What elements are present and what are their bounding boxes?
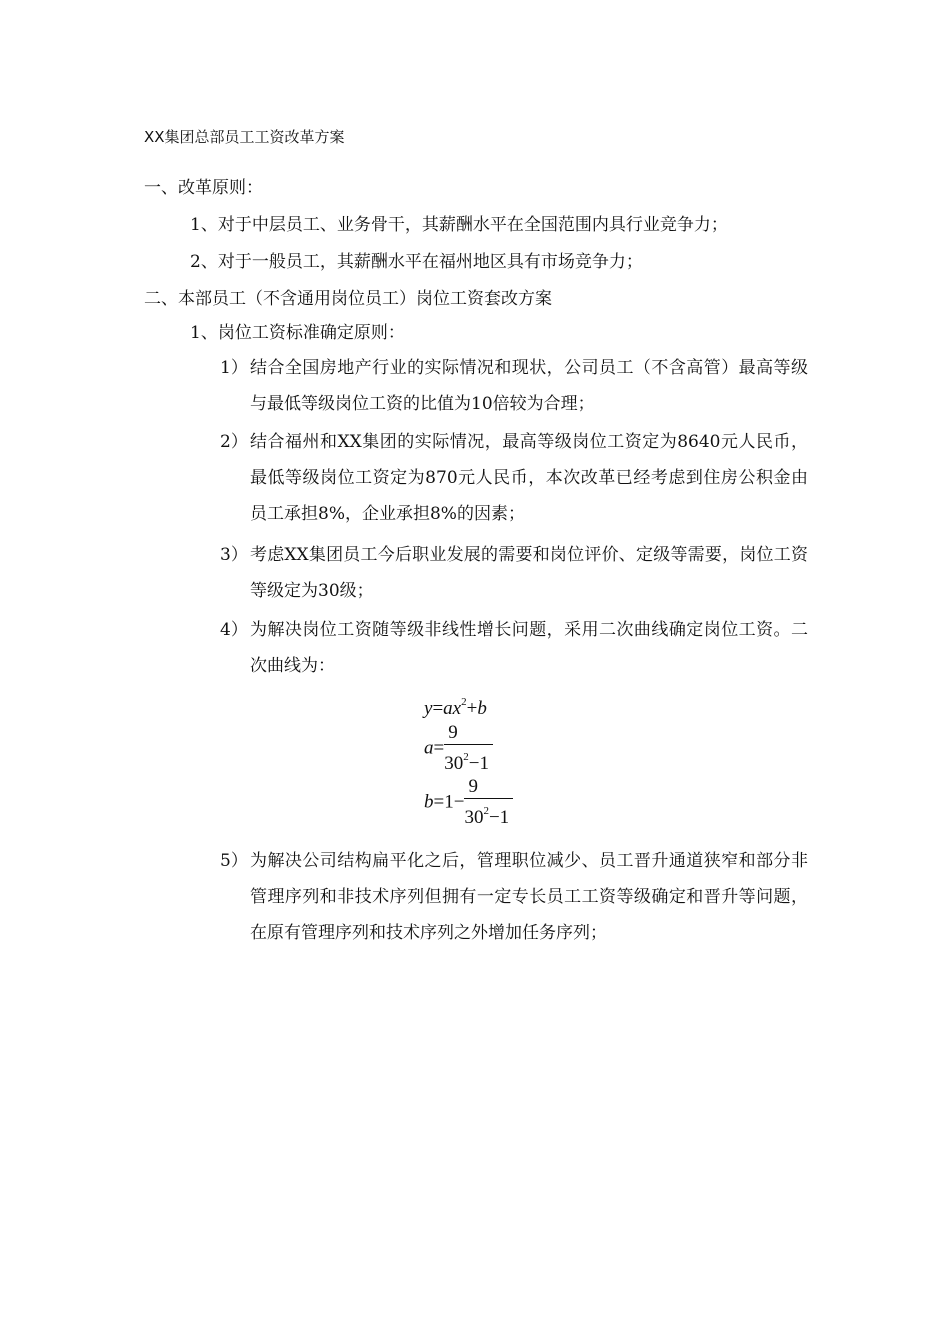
section-1-item-1: 1、对于中层员工、业务骨干，其薪酬水平在全国范围内具行业竞争力； <box>190 215 728 235</box>
principle-point-4 <box>220 612 808 684</box>
formula-line-a: a= $\frac{9}{30^2-1}$ <box>424 722 493 776</box>
point-number: 5） <box>220 851 248 871</box>
fraction: $\frac{9}{30^2-1}$ <box>444 722 493 776</box>
point-number: 1） <box>220 358 248 378</box>
document-title: XX集团总部员工工资改革方案 <box>144 128 345 146</box>
section-1-item-2: 2、对于一般员工，其薪酬水平在福州地区具有市场竞争力； <box>190 252 643 272</box>
point-number: 4） <box>220 620 248 640</box>
section-2-subheading: 1、岗位工资标准确定原则： <box>190 323 405 343</box>
point-text: 结合全国房地产行业的实际情况和现状，公司员工（不含高管）最高等级与最低等级岗位工资的比值为10倍较为合理； <box>250 358 808 414</box>
fraction: $\frac{9}{30^2-1}$ <box>464 776 513 830</box>
principle-point-5 <box>220 843 808 951</box>
point-text: 为解决公司结构扁平化之后，管理职位减少、员工晋升通道狭窄和部分非管理序列和非技术序列但拥有一定专长员工工资等级确定和晋升等问题，在原有管理序列和技术序列之外增加任务序列； <box>250 851 808 943</box>
principle-point-3 <box>220 537 808 609</box>
formula-line-b: b=1− $\frac{9}{30^2-1}$ <box>424 776 513 830</box>
point-text: 结合福州和XX集团的实际情况，最高等级岗位工资定为8640元人民币，最低等级岗位工资定为870元人民币，本次改革已经考虑到住房公积金由员工承担8%，企业承担8%的因素； <box>250 432 808 524</box>
formula-line-y: $y=ax^2+b$ <box>424 696 487 719</box>
point-number: 2） <box>220 432 248 452</box>
point-number: 3） <box>220 545 248 565</box>
section-1-heading: 一、改革原则： <box>144 178 263 198</box>
section-2-heading: 二、本部员工（不含通用岗位员工）岗位工资套改方案 <box>144 289 552 309</box>
point-text: 为解决岗位工资随等级非线性增长问题，采用二次曲线确定岗位工资。二次曲线为： <box>250 620 808 676</box>
principle-point-2 <box>220 424 808 532</box>
point-text: 考虑XX集团员工今后职业发展的需要和岗位评价、定级等需要，岗位工资等级定为30级； <box>250 545 808 601</box>
principle-point-1 <box>220 350 808 422</box>
